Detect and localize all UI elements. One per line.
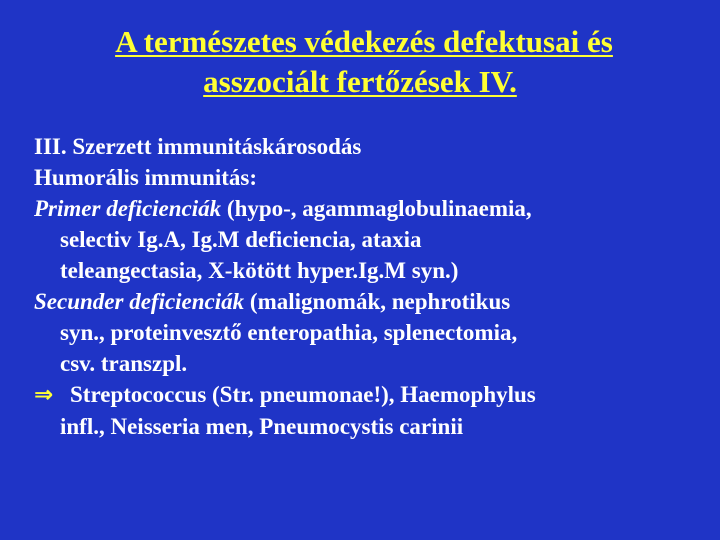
implies-arrow-icon: ⇒ [34,382,54,408]
section-subheading: Humorális immunitás: [34,165,257,190]
slide-title [0,22,720,102]
slide-title-line-1: A természetes védekezés defektusai és [115,24,613,59]
slide-title-line-2: asszociált fertőzések IV. [203,64,517,99]
primer-line-2: selectiv Ig.A, Ig.M deficiencia, ataxia [60,227,422,252]
secunder-line-3: csv. transzpl. [60,351,188,376]
secunder-line-1 [34,286,714,317]
consequence-line-1-text: Streptococcus (Str. pneumonae!), Haemophylus [70,382,536,407]
primer-deficiency-item [34,193,714,286]
secunder-deficiency-item [34,286,714,379]
secunder-label: Secunder deficienciák [34,289,245,314]
slide-body [34,131,714,442]
primer-label: Primer deficienciák [34,196,222,221]
primer-line-1 [34,193,714,224]
consequence-line-2: infl., Neisseria men, Pneumocystis carinii [60,414,464,439]
primer-line-3: teleangectasia, X-kötött hyper.Ig.M syn.) [60,258,459,283]
primer-line-1-rest: (hypo-, agammaglobulinaemia, [221,196,532,221]
secunder-line-2: syn., proteinvesztő enteropathia, splenectomia, [60,320,518,345]
section-heading: III. Szerzett immunitáskárosodás [34,134,362,159]
consequence-line-1 [34,379,714,411]
consequence-item [34,379,714,442]
secunder-line-1-rest: (malignomák, nephrotikus [244,289,511,314]
